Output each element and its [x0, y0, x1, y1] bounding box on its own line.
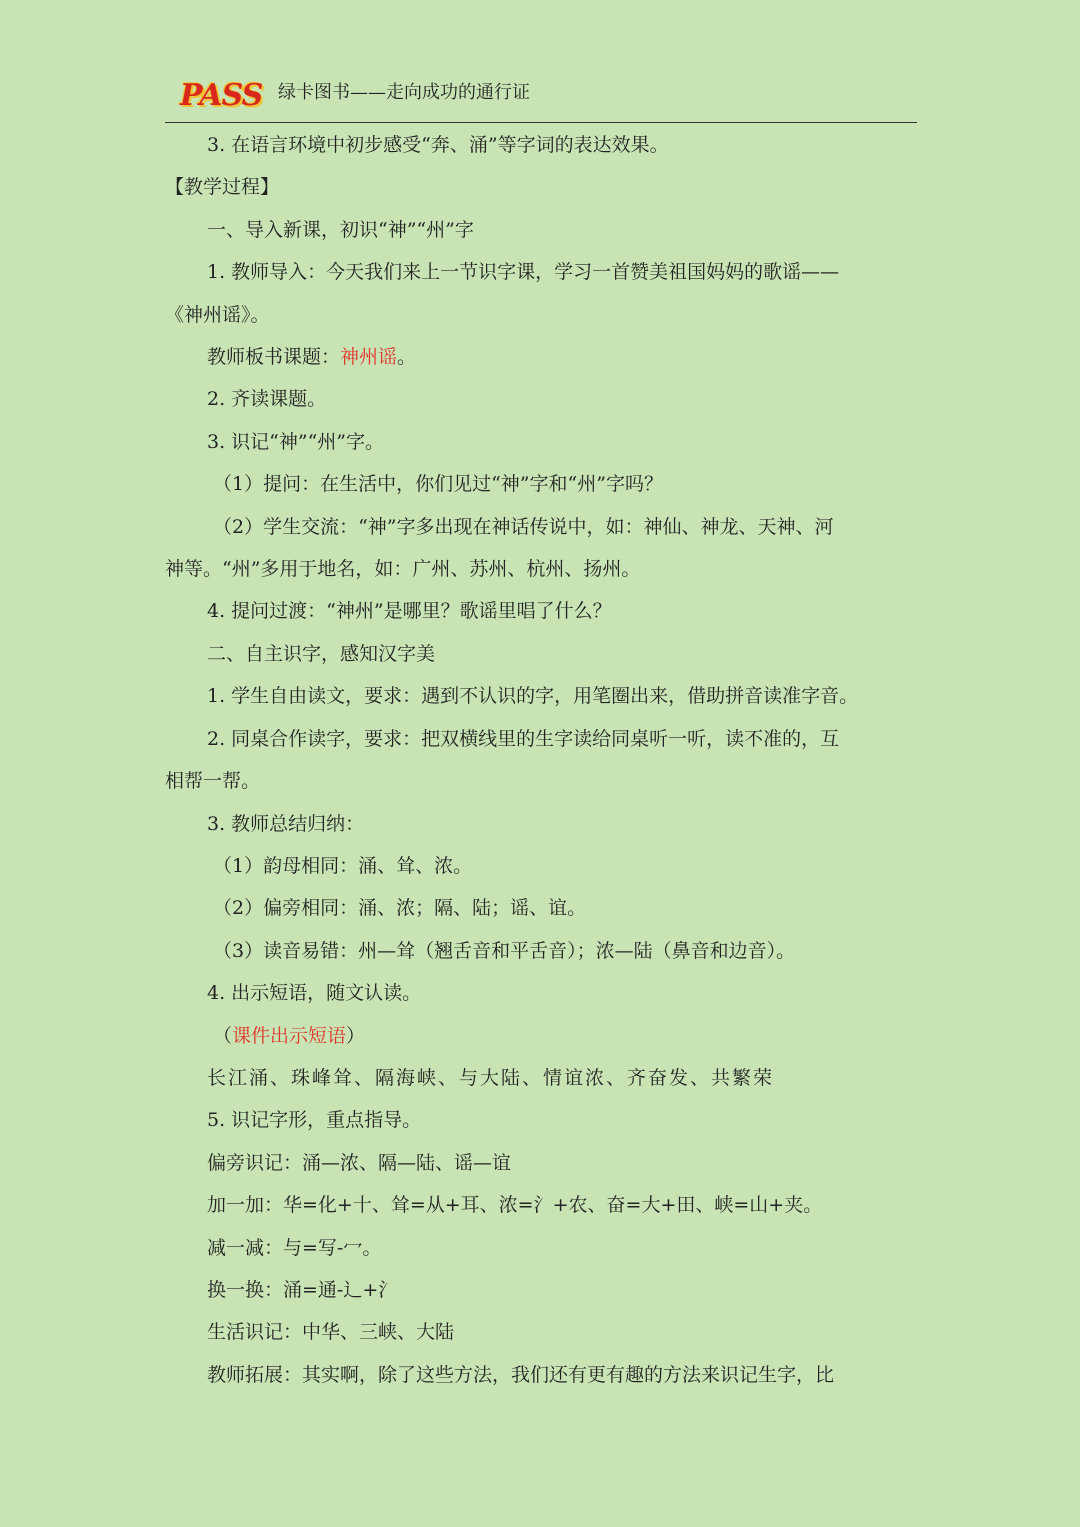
- text-line: 1. 学生自由读文，要求：遇到不认识的字，用笔圈出来，借助拼音读准字音。: [207, 685, 859, 708]
- text-line: 教师拓展：其实啊，除了这些方法，我们还有更有趣的方法来识记生字，比: [207, 1363, 835, 1386]
- text-line: 4. 提问过渡：“神州”是哪里？歌谣里唱了什么？: [207, 600, 612, 623]
- courseware-note: 课件出示短语: [232, 1024, 347, 1047]
- text-line: 2. 同桌合作读字，要求：把双横线里的生字读给同桌听一听，读不准的，互: [207, 727, 840, 750]
- header-rule: [165, 122, 917, 123]
- text-line: （1）韵母相同：涌、耸、浓。: [213, 854, 473, 877]
- text-line: 3. 在语言环境中初步感受“奔、涌”等字词的表达效果。: [207, 134, 669, 156]
- text-line: 4. 出示短语，随文认读。: [207, 982, 422, 1005]
- section-heading: 【教学过程】: [165, 176, 280, 199]
- page-header: [165, 72, 917, 122]
- text-line: [165, 1015, 917, 1057]
- phrase-list: 长江涌、珠峰耸、隔海峡、与大陆、情谊浓、齐奋发、共繁荣: [207, 1066, 775, 1089]
- text-span: （: [213, 1024, 233, 1047]
- subsection-heading: 二、自主识字，感知汉字美: [207, 642, 436, 665]
- document-body: [165, 124, 917, 1396]
- text-line: 3. 教师总结归纳：: [207, 812, 365, 835]
- text-line: 2. 齐读课题。: [207, 388, 327, 411]
- text-line: 5. 识记字形，重点指导。: [207, 1109, 422, 1132]
- pass-logo: PASS: [180, 78, 263, 113]
- text-line: 生活识记：中华、三峡、大陆: [207, 1321, 455, 1344]
- board-title: 神州谣: [340, 346, 398, 369]
- text-span: ）: [346, 1024, 366, 1047]
- text-line: [165, 336, 917, 378]
- text-line: 减一减：与=写-冖。: [207, 1236, 382, 1259]
- header-title: 绿卡图书——走向成功的通行证: [278, 82, 530, 103]
- text-line: 《神州谣》。: [165, 303, 270, 326]
- text-line: 1. 教师导入：今天我们来上一节识字课，学习一首赞美祖国妈妈的歌谣——: [207, 261, 840, 284]
- text-span: 。: [397, 346, 417, 369]
- text-line: （2）偏旁相同：涌、浓；隔、陆；谣、谊。: [213, 897, 587, 920]
- text-line: （1）提问：在生活中，你们见过“神”字和“州”字吗？: [213, 473, 663, 496]
- text-line: 换一换：涌=通-辶+氵: [207, 1278, 398, 1301]
- text-line: 相帮一帮。: [165, 770, 261, 793]
- text-line: 加一加：华=化+十、耸=从+耳、浓=氵+农、奋=大+田、峡=山+夹。: [207, 1194, 823, 1217]
- text-line: 神等。“州”多用于地名，如：广州、苏州、杭州、扬州。: [165, 558, 641, 581]
- text-line: （2）学生交流：“神”字多出现在神话传说中，如：神仙、神龙、天神、河: [213, 515, 834, 538]
- subsection-heading: 一、导入新课，初识“神”“州”字: [207, 218, 474, 241]
- text-span: 教师板书课题：: [207, 346, 341, 369]
- text-line: 偏旁识记：涌—浓、隔—陆、谣—谊: [207, 1151, 512, 1174]
- text-line: 3. 识记“神”“州”字。: [207, 430, 385, 453]
- text-line: （3）读音易错：州—耸（翘舌音和平舌音）；浓—陆（鼻音和边音）。: [213, 939, 796, 962]
